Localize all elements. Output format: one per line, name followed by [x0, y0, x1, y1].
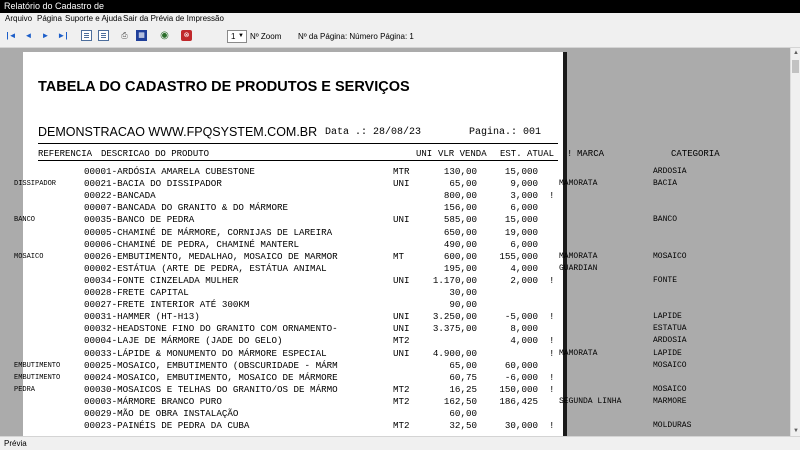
- row-est-atual: 4,000: [510, 262, 538, 274]
- row-vlr-venda: 30,00: [449, 287, 477, 298]
- table-row: [23, 202, 567, 214]
- row-unidade: UNI: [393, 347, 410, 359]
- row-vlr-venda: 3.375,00: [432, 323, 477, 335]
- table-row: [23, 239, 567, 251]
- row-descricao: 00035-BANCO DE PEDRA: [84, 214, 195, 226]
- header-bottom-rule: [38, 160, 558, 161]
- row-descricao: 00021-BACIA DO DISSIPADOR: [84, 178, 222, 190]
- table-row: [14, 178, 678, 190]
- row-vlr-venda: 130,00: [443, 166, 477, 177]
- table-row: [14, 359, 687, 372]
- table-row: [23, 190, 567, 202]
- email-icon[interactable]: ◉: [160, 29, 169, 41]
- zoom-select[interactable]: [227, 30, 247, 43]
- table-row: [23, 408, 567, 420]
- zoom-label: Nº Zoom: [250, 32, 282, 41]
- scroll-up-icon[interactable]: ▲: [793, 50, 799, 56]
- row-vlr-venda: 65,00: [449, 359, 477, 371]
- row-est-atual: 19,000: [504, 226, 538, 238]
- row-flag: !: [549, 383, 555, 395]
- row-flag: !: [549, 335, 555, 347]
- row-unidade: UNI: [393, 323, 410, 335]
- row-est-atual: 8,000: [510, 323, 538, 335]
- last-page-icon[interactable]: ►|: [57, 30, 68, 40]
- row-descricao: 00023-PAINÉIS DE PEDRA DA CUBA: [84, 420, 250, 432]
- report-title: TABELA DO CADASTRO DE PRODUTOS E SERVIÇOS: [38, 79, 410, 95]
- scroll-down-icon[interactable]: ▼: [793, 428, 799, 434]
- row-est-atual: 3,000: [510, 190, 538, 202]
- menu-arquivo[interactable]: Arquivo: [5, 14, 33, 23]
- row-est-atual: 60,000: [504, 359, 538, 371]
- row-descricao: 00024-MOSAICO, EMBUTIMENTO, MOSAICO DE MÁRMORE: [84, 371, 338, 383]
- row-descricao: 00028-FRETE CAPITAL: [84, 287, 189, 298]
- row-marca: MAMORATA: [559, 348, 598, 358]
- row-vlr-venda: 1.170,00: [432, 274, 477, 286]
- table-row: [23, 323, 687, 335]
- col-header-descricao: DESCRICAO DO PRODUTO: [101, 149, 210, 159]
- table-row: [23, 166, 687, 178]
- export-icon[interactable]: ▦: [136, 30, 147, 41]
- table-row: [14, 383, 687, 396]
- menu-bar: [0, 13, 800, 25]
- report-page: [14, 52, 720, 436]
- row-marca: GUARDIAN: [559, 263, 598, 273]
- table-row: [23, 420, 692, 432]
- row-unidade: MT2: [393, 383, 410, 395]
- row-est-atual: 30,000: [504, 420, 538, 432]
- row-vlr-venda: 90,00: [449, 299, 477, 311]
- chevron-down-icon: ▼: [238, 33, 244, 39]
- row-vlr-venda: 60,75: [449, 371, 477, 383]
- row-categoria: MOLDURAS: [653, 421, 692, 431]
- row-descricao: 00005-CHAMINÉ DE MÁRMORE, CORNIJAS DE LAREIRA: [84, 226, 333, 238]
- col-header-vlr-venda: VLR VENDA: [438, 149, 487, 159]
- row-flag: !: [549, 371, 555, 383]
- prev-page-icon[interactable]: ◄: [24, 30, 33, 40]
- first-page-icon[interactable]: |◄: [6, 30, 17, 40]
- row-vlr-venda: 32,50: [449, 420, 477, 432]
- col-header-est-atual: EST. ATUAL: [500, 149, 555, 159]
- table-row: [23, 335, 687, 347]
- row-vlr-venda: 585,00: [443, 214, 477, 226]
- page-width-icon[interactable]: [98, 30, 109, 41]
- row-descricao: 00029-MÃO DE OBRA INSTALAÇÃO: [84, 408, 239, 419]
- row-est-atual: 6,000: [510, 202, 538, 214]
- row-vlr-venda: 800,00: [443, 190, 477, 202]
- row-categoria: ARDOSIA: [653, 167, 687, 176]
- row-descricao: 00022-BANCADA: [84, 190, 156, 202]
- window-title: Relatório do Cadastro de: [0, 0, 800, 13]
- row-categoria: BACIA: [653, 179, 678, 189]
- table-row: [14, 214, 678, 226]
- row-unidade: UNI: [393, 214, 410, 226]
- row-unidade: UNI: [393, 274, 410, 286]
- zoom-value: 1: [231, 32, 236, 41]
- report-page-number: Pagina.: 001: [469, 127, 542, 138]
- row-vlr-venda: 4.900,00: [432, 347, 477, 359]
- row-categoria: MARMORE: [653, 396, 687, 406]
- row-referencia: DISSIPADOR: [14, 180, 57, 189]
- row-categoria: MOSAICO: [653, 251, 687, 261]
- col-header-marca: MARCA: [577, 149, 605, 159]
- row-descricao: 00002-ESTÁTUA (ARTE DE PEDRA, ESTÁTUA ANIMAL: [84, 262, 327, 274]
- row-vlr-venda: 650,00: [443, 226, 477, 238]
- row-est-atual: 2,000: [510, 274, 538, 286]
- print-icon[interactable]: ⎙: [121, 30, 128, 40]
- menu-sair-previa[interactable]: Sair da Prévia de Impressão: [123, 14, 224, 23]
- row-descricao: 00003-MÁRMORE BRANCO PURO: [84, 395, 222, 407]
- next-page-icon[interactable]: ►: [41, 30, 50, 40]
- row-descricao: 00026-EMBUTIMENTO, MEDALHAO, MOSAICO DE MARMOR: [84, 250, 338, 262]
- row-est-atual: 186,425: [499, 395, 538, 407]
- row-vlr-venda: 195,00: [443, 262, 477, 274]
- single-page-icon[interactable]: [81, 30, 92, 41]
- row-vlr-venda: 490,00: [443, 238, 477, 250]
- table-row: [14, 250, 687, 263]
- vertical-scrollbar[interactable]: [790, 48, 800, 436]
- row-categoria: FONTE: [653, 275, 678, 285]
- row-marca: MAMORATA: [559, 251, 598, 261]
- table-row: [14, 371, 567, 384]
- row-marca: SEGUNDA LINHA: [559, 396, 622, 406]
- table-row: [23, 274, 678, 287]
- row-descricao: 00004-LAJE DE MÁRMORE (JADE DO GELO): [84, 335, 283, 347]
- row-est-atual: 6,000: [510, 238, 538, 250]
- row-unidade: MT2: [393, 395, 410, 407]
- page-number-label: Nº da Página: Número Página: 1: [298, 32, 414, 41]
- row-descricao: 00006-CHAMINÉ DE PEDRA, CHAMINÉ MANTERL: [84, 238, 300, 250]
- row-est-atual: 150,000: [499, 383, 538, 395]
- row-est-atual: 15,000: [504, 214, 538, 226]
- row-flag: !: [549, 347, 555, 359]
- table-row: [23, 287, 567, 299]
- row-descricao: 00034-FONTE CINZELADA MULHER: [84, 274, 239, 286]
- row-vlr-venda: 3.250,00: [432, 311, 477, 323]
- row-unidade: MT: [393, 250, 405, 262]
- row-referencia: PEDRA: [14, 385, 36, 394]
- row-categoria: ESTATUA: [653, 324, 687, 334]
- row-vlr-venda: 156,00: [443, 202, 477, 214]
- row-vlr-venda: 60,00: [449, 408, 477, 419]
- table-row: [23, 347, 682, 360]
- col-header-categoria: CATEGORIA: [671, 149, 720, 159]
- row-unidade: UNI: [393, 178, 410, 190]
- row-categoria: LAPIDE: [653, 348, 682, 358]
- row-est-atual: 9,000: [510, 178, 538, 190]
- col-header-flag: !: [567, 149, 573, 159]
- row-categoria: ARDOSIA: [653, 336, 687, 346]
- company-name: DEMONSTRACAO WWW.FPQSYSTEM.COM.BR: [38, 125, 318, 139]
- table-row: [23, 299, 567, 311]
- row-vlr-venda: 162,50: [443, 395, 477, 407]
- row-categoria: BANCO: [653, 215, 678, 225]
- row-descricao: 00001-ARDÓSIA AMARELA CUBESTONE: [84, 166, 255, 177]
- row-categoria: MOSAICO: [653, 360, 687, 370]
- row-referencia: EMBUTIMENTO: [14, 361, 61, 370]
- report-date: Data .: 28/08/23: [325, 127, 422, 138]
- row-flag: !: [549, 274, 555, 286]
- table-row: [23, 262, 598, 275]
- row-unidade: MT2: [393, 335, 410, 347]
- menu-suporte-ajuda[interactable]: Suporte e Ajuda: [65, 14, 122, 23]
- row-unidade: UNI: [393, 311, 410, 323]
- row-flag: !: [549, 420, 555, 432]
- menu-pagina[interactable]: Página: [37, 14, 62, 23]
- row-vlr-venda: 16,25: [449, 383, 477, 395]
- col-header-referencia: REFERENCIA: [38, 149, 93, 159]
- status-bar: Prévia: [0, 436, 800, 450]
- header-top-rule: [38, 143, 558, 144]
- close-preview-icon[interactable]: ⊗: [181, 30, 192, 41]
- preview-area[interactable]: [0, 48, 790, 436]
- row-referencia: BANCO: [14, 216, 36, 225]
- row-descricao: 00031-HAMMER (HT-H13): [84, 311, 200, 323]
- table-row: [23, 227, 567, 239]
- row-marca: MAMORATA: [559, 179, 598, 189]
- col-header-uni: UNI: [416, 149, 433, 159]
- row-vlr-venda: 65,00: [449, 178, 477, 190]
- row-vlr-venda: 600,00: [443, 250, 477, 262]
- row-unidade: MTR: [393, 166, 410, 177]
- row-est-atual: 15,000: [504, 166, 538, 177]
- row-categoria: LAPIDE: [653, 312, 682, 322]
- row-categoria: MOSAICO: [653, 384, 687, 394]
- row-descricao: 00025-MOSAICO, EMBUTIMENTO (OBSCURIDADE - MÁRM: [84, 359, 338, 371]
- row-referencia: MOSAICO: [14, 252, 44, 261]
- row-flag: !: [549, 190, 555, 202]
- row-referencia: EMBUTIMENTO: [14, 373, 61, 382]
- row-unidade: MT2: [393, 420, 410, 432]
- row-descricao: 00032-HEADSTONE FINO DO GRANITO COM ORNAMENTO-: [84, 323, 338, 335]
- row-flag: !: [549, 311, 555, 323]
- row-est-atual: -6,000: [504, 371, 538, 383]
- row-descricao: 00007-BANCADA DO GRANITO & DO MÁRMORE: [84, 202, 288, 214]
- row-descricao: 00027-FRETE INTERIOR ATÉ 300KM: [84, 299, 250, 311]
- row-est-atual: 155,000: [499, 250, 538, 262]
- scroll-thumb[interactable]: [792, 60, 799, 73]
- table-row: [23, 311, 682, 323]
- row-descricao: 00033-LÁPIDE & MONUMENTO DO MÁRMORE ESPECIAL: [84, 347, 327, 359]
- table-row: [23, 395, 687, 408]
- row-descricao: 00030-MOSAICOS E TELHAS DO GRANITO/OS DE MÁRMO: [84, 383, 338, 395]
- row-est-atual: 4,000: [510, 335, 538, 347]
- row-est-atual: -5,000: [504, 311, 538, 323]
